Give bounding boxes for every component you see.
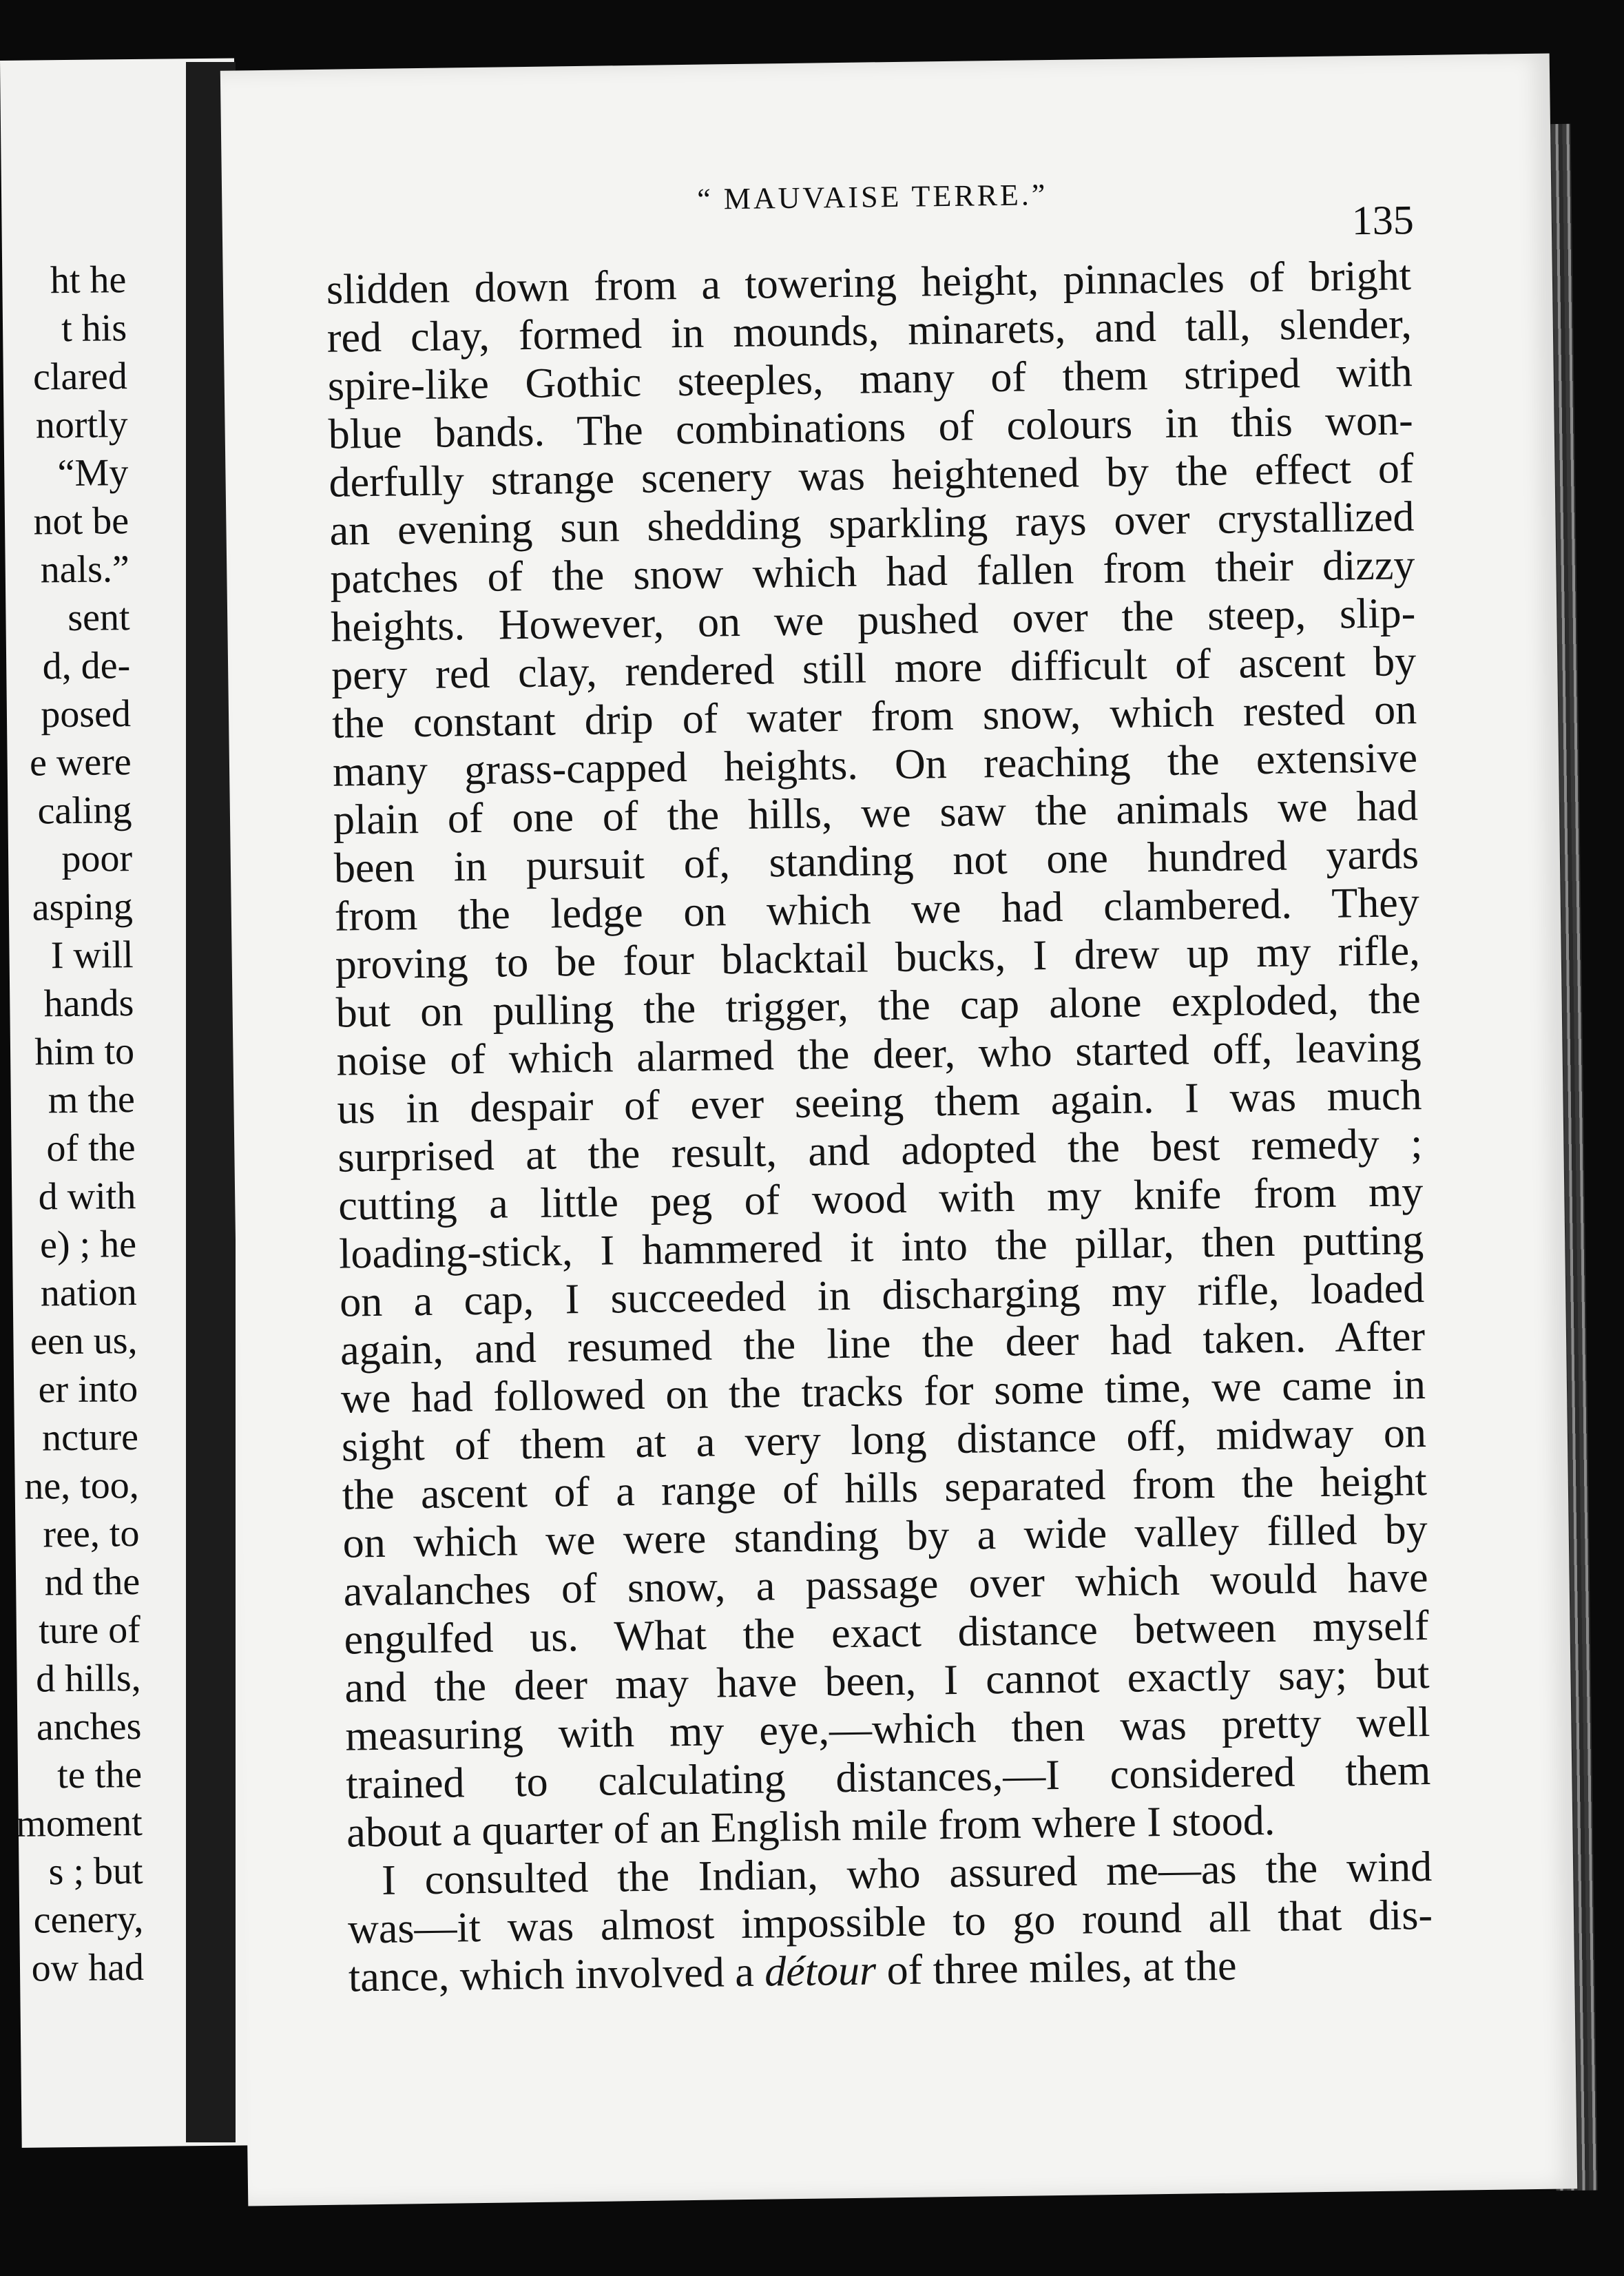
previous-page-line: nortly xyxy=(35,403,128,447)
previous-page-line: caling xyxy=(37,789,132,833)
previous-page-line: d with xyxy=(38,1175,136,1219)
previous-page-line: hands xyxy=(43,982,134,1026)
text-line: I consulted the Indian, who assured me—as the wind xyxy=(381,1843,1433,1904)
text-line: heights. However, on we pushed over the steep, slip- xyxy=(330,590,1416,651)
previous-page-line: s ; but xyxy=(48,1849,143,1894)
previous-page-line: not be xyxy=(33,499,129,544)
previous-page-line: “My xyxy=(57,451,129,495)
previous-page-line: poor xyxy=(61,837,133,881)
text-line: derfully strange scenery was heightened by the effect of xyxy=(329,445,1414,506)
previous-page-line: cenery, xyxy=(33,1897,144,1942)
text-line: many grass-capped heights. On reaching the extensive xyxy=(332,734,1418,796)
previous-page-line: posed xyxy=(40,692,132,736)
text-line: from the ledge on which we had clambered. They xyxy=(334,879,1420,940)
text-line: and the deer may have been, I cannot exactly say; but xyxy=(344,1650,1430,1712)
text-line: the ascent of a range of hills separated from the height xyxy=(342,1458,1428,1519)
text-line: on a cap, I succeeded in discharging my rifle, loaded xyxy=(339,1265,1425,1326)
text-line: blue bands. The combinations of colours in this won- xyxy=(328,397,1414,458)
previous-page-line: nals.” xyxy=(40,548,130,592)
text-line: but on pulling the trigger, the cap alone exploded, the xyxy=(335,975,1422,1037)
previous-page-line: ree, to xyxy=(43,1511,140,1556)
italic-word: détour xyxy=(764,1947,877,1996)
text-line: engulfed us. What the exact distance between myself xyxy=(344,1602,1429,1664)
previous-page-line: m the xyxy=(48,1078,136,1122)
text-line: sight of them at a very long distance off, midway on xyxy=(341,1409,1427,1471)
previous-page-text xyxy=(0,256,144,1993)
previous-page-line: nd the xyxy=(44,1560,140,1604)
final-line-start: tance, which involved a xyxy=(348,1948,765,2001)
previous-page-line: er into xyxy=(38,1367,138,1411)
previous-page-line: asping xyxy=(32,885,134,929)
text-line: us in despair of ever seeing them again. I was much xyxy=(337,1072,1422,1133)
previous-page-line: e) ; he xyxy=(39,1223,137,1267)
text-line: plain of one of the hills, we saw the animals we had xyxy=(333,783,1419,844)
text-line: an evening sun shedding sparkling rays over crystallized xyxy=(329,493,1415,555)
previous-page-line: te the xyxy=(56,1752,143,1797)
previous-page-line: anches xyxy=(36,1704,142,1749)
text-line: the constant drip of water from snow, which rested on xyxy=(331,686,1417,747)
previous-page-line: ht he xyxy=(50,258,127,302)
text-line: been in pursuit of, standing not one hundred yards xyxy=(333,831,1419,892)
text-line: slidden down from a towering height, pinnacles of bright xyxy=(326,252,1412,313)
previous-page-line: een us, xyxy=(30,1319,138,1363)
previous-page-line: nation xyxy=(40,1271,138,1315)
previous-page-line: clared xyxy=(32,355,128,399)
text-line: red clay, formed in mounds, minarets, and tall, slender, xyxy=(326,300,1413,362)
book-page xyxy=(220,54,1577,2206)
text-line: surprised at the result, and adopted the best remedy ; xyxy=(337,1120,1423,1181)
previous-page-line: ture of xyxy=(38,1608,141,1653)
text-line: was—it was almost impossible to go round all that dis- xyxy=(347,1891,1433,1953)
text-line: on which we were standing by a wide valley filled by xyxy=(342,1506,1428,1567)
text-line: we had followed on the tracks for some time, we came in xyxy=(340,1361,1426,1422)
previous-page-line: ne, too, xyxy=(23,1464,139,1508)
previous-page-line: e were xyxy=(29,741,132,785)
text-line: cutting a little peg of wood with my knife from my xyxy=(337,1168,1424,1230)
previous-page-line: I will xyxy=(50,933,134,977)
page-body-text xyxy=(326,251,1434,2001)
final-line-end: of three miles, at the xyxy=(875,1942,1237,1994)
text-line: spire-like Gothic steeples, many of them striped with xyxy=(327,349,1413,410)
previous-page-line: him to xyxy=(34,1030,135,1074)
previous-page-line: t his xyxy=(61,307,127,351)
text-line: pery red clay, rendered still more difficult of ascent by xyxy=(331,638,1417,699)
text-line: noise of which alarmed the deer, who started off, leaving xyxy=(336,1024,1422,1085)
text-line: patches of the snow which had fallen from their dizzy xyxy=(330,541,1415,603)
text-line: about a quarter of an English mile from where I stood. xyxy=(346,1797,1276,1856)
previous-page-line: ow had xyxy=(31,1945,145,1990)
previous-page-line: sent xyxy=(67,596,130,640)
text-line: loading-stick, I hammered it into the pillar, then putting xyxy=(338,1217,1424,1278)
previous-page-line: of the xyxy=(46,1126,136,1170)
text-line: proving to be four blacktail bucks, I drew up my rifle, xyxy=(335,927,1421,989)
previous-page-line: d hills, xyxy=(35,1656,141,1701)
previous-page-line: moment xyxy=(15,1801,143,1845)
text-line: avalanches of snow, a passage over which would have xyxy=(343,1553,1429,1615)
text-line: trained to calculating distances,—I considered them xyxy=(345,1746,1431,1808)
running-head: “ MAUVAISE TERRE.” xyxy=(696,178,1048,216)
previous-page-line: ncture xyxy=(41,1416,139,1460)
previous-page-line: d, de- xyxy=(42,644,131,688)
text-line: again, and resumed the line the deer had taken. After xyxy=(340,1313,1426,1374)
text-line: measuring with my eye,—which then was pretty well xyxy=(345,1698,1430,1760)
page-number: 135 xyxy=(1351,197,1415,244)
